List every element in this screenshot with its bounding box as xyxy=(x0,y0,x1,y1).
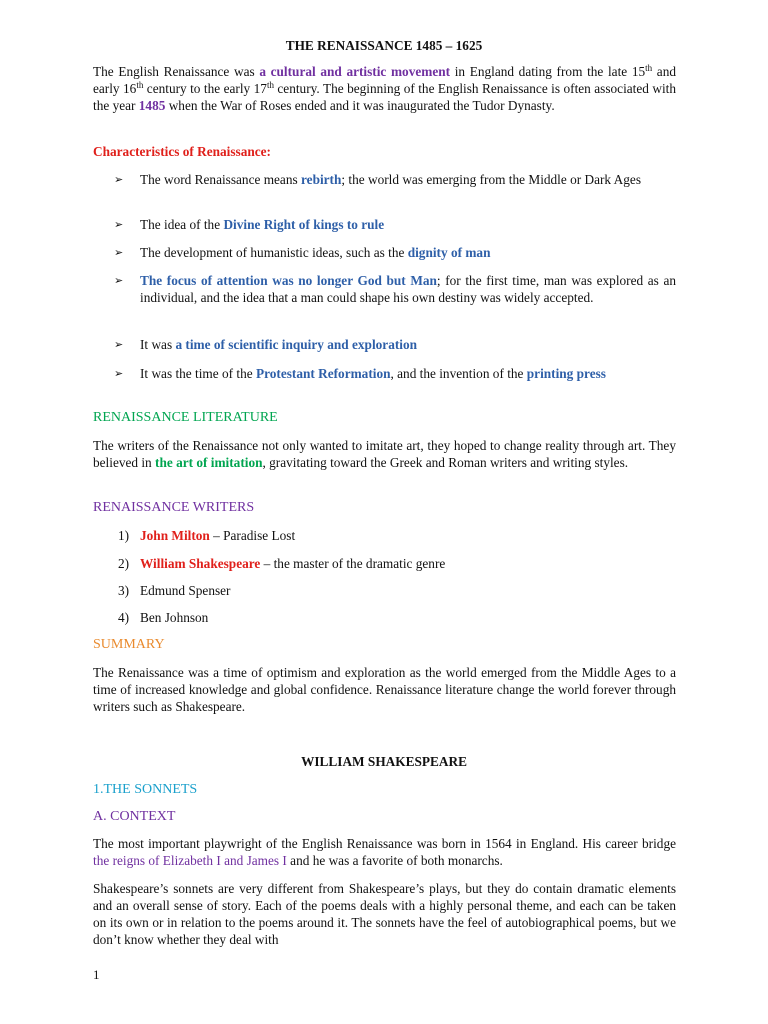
list-item xyxy=(114,365,676,382)
literature-heading: RENAISSANCE LITERATURE xyxy=(93,410,278,425)
shakespeare-title: WILLIAM SHAKESPEARE xyxy=(301,754,467,769)
list-number: 1) xyxy=(118,528,130,543)
context-paragraph xyxy=(93,835,676,869)
context-text: The most important playwright of the English Renaissance was born in 1564 in England. His career bridge xyxy=(93,836,676,851)
list-item xyxy=(118,527,676,544)
bullet-text: The word Renaissance means xyxy=(140,172,301,187)
writer-name: Edmund Spenser xyxy=(140,583,231,598)
intro-paragraph xyxy=(93,63,676,114)
bullet-highlight: Protestant Reformation xyxy=(255,366,391,381)
intro-text: The English Renaissance was xyxy=(93,64,260,79)
list-item xyxy=(114,336,676,353)
context-text: and he was a favorite of both monarchs. xyxy=(286,853,503,868)
arrowhead-bullet-icon: ➢ xyxy=(114,274,124,287)
bullet-text: The idea of the xyxy=(140,217,224,232)
context-heading: A. CONTEXT xyxy=(93,809,176,824)
arrowhead-bullet-icon: ➢ xyxy=(114,246,124,259)
bullet-highlight: printing press xyxy=(526,366,606,381)
arrowhead-bullet-icon: ➢ xyxy=(114,173,124,186)
bullet-text: ; the world was emerging from the Middle or Dark Ages xyxy=(341,172,641,187)
intro-text: and early 16 xyxy=(93,64,676,96)
bullet-highlight: dignity of man xyxy=(407,245,491,260)
intro-text: century to the early 17 xyxy=(143,81,267,96)
characteristics-heading: Characteristics of Renaissance: xyxy=(93,144,271,159)
summary-paragraph: The Renaissance was a time of optimism and exploration as the world emerged from the Middle Ages to a time of increased knowledge and global confidence. Renaissance literature change the world forever through writers such as Shakespeare. xyxy=(93,665,676,714)
list-item xyxy=(118,609,676,626)
bullet-highlight: a time of scientific inquiry and exploration xyxy=(175,337,418,352)
list-item xyxy=(114,272,676,306)
literature-paragraph xyxy=(93,437,676,471)
summary-heading: SUMMARY xyxy=(93,637,165,652)
bullet-highlight: The focus of attention was no longer God but Man xyxy=(140,273,437,288)
page-number: 1 xyxy=(93,967,100,982)
writer-work: – the master of the dramatic genre xyxy=(260,556,446,571)
writers-heading: RENAISSANCE WRITERS xyxy=(93,500,255,515)
sonnets-paragraph: Shakespeare’s sonnets are very different from Shakespeare’s plays, but they do contain dramatic elements and an overall sense of story. Each of the poems deals with a highly personal theme, and each can be taken on its own or in relation to the poems around it. The sonnets have the feel of autobiographical poems, but we don’t know whether they deal with xyxy=(93,881,676,947)
list-item xyxy=(114,216,676,233)
literature-text: , gravitating toward the Greek and Roman writers and writing styles. xyxy=(262,455,629,470)
arrowhead-bullet-icon: ➢ xyxy=(114,367,124,380)
context-highlight: the reigns of Elizabeth I and James I xyxy=(93,853,287,868)
intro-highlight: a cultural and artistic movement xyxy=(259,64,451,79)
bullet-text: It was the time of the xyxy=(140,366,256,381)
superscript: th xyxy=(136,80,144,90)
writer-name: John Milton xyxy=(140,528,210,543)
sonnets-heading: 1.THE SONNETS xyxy=(93,782,198,797)
bullet-highlight: rebirth xyxy=(301,172,342,187)
arrowhead-bullet-icon: ➢ xyxy=(114,338,124,351)
list-item xyxy=(118,555,676,572)
bullet-highlight: Divine Right of kings to rule xyxy=(223,217,385,232)
writer-name: Ben Johnson xyxy=(140,610,209,625)
intro-text: century. The beginning of the English Renaissance is often associated with the year xyxy=(93,81,677,113)
list-item xyxy=(114,244,676,261)
list-number: 4) xyxy=(118,610,130,625)
page-title: THE RENAISSANCE 1485 – 1625 xyxy=(285,38,483,53)
literature-text: The writers of the Renaissance not only wanted to imitate art, they hoped to change reality through art. They believed in xyxy=(93,438,676,470)
literature-highlight: the art of imitation xyxy=(155,455,263,470)
superscript: th xyxy=(645,63,653,73)
intro-text: when the War of Roses ended and it was inaugurated the Tudor Dynasty. xyxy=(165,98,555,113)
year-highlight: 1485 xyxy=(138,98,166,113)
list-number: 2) xyxy=(118,556,130,571)
writer-name: William Shakespeare xyxy=(140,556,261,571)
list-number: 3) xyxy=(118,583,130,598)
intro-text: in England dating from the late 15 xyxy=(450,64,646,79)
writer-work: – Paradise Lost xyxy=(209,528,296,543)
bullet-text: , and the invention of the xyxy=(390,366,527,381)
bullet-text: ; for the first time, man was explored as an individual, and the idea that a man could shape his own destiny was widely accepted. xyxy=(140,273,676,305)
bullet-text: The development of humanistic ideas, such as the xyxy=(140,245,408,260)
list-item xyxy=(114,171,676,188)
superscript: th xyxy=(266,80,274,90)
list-item xyxy=(118,582,676,599)
arrowhead-bullet-icon: ➢ xyxy=(114,218,124,231)
bullet-text: It was xyxy=(140,337,176,352)
